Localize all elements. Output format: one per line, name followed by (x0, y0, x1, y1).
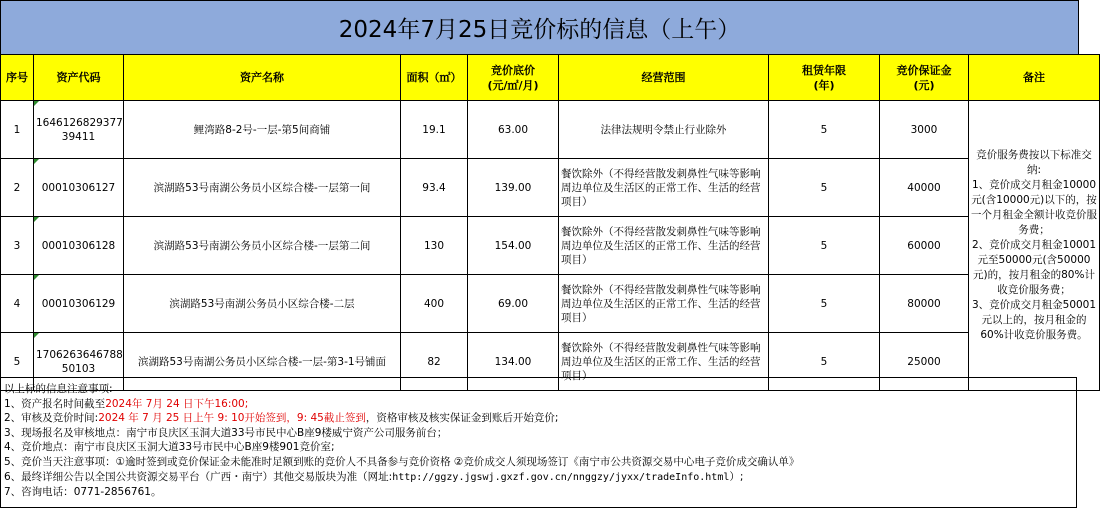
note-registration-place: 3、现场报名及审核地点：南宁市良庆区玉洞大道33号市民中心B座9楼威宁资产公司服务前台； (4, 426, 448, 439)
announcement-url: http://ggzy.jgswj.gxzf.gov.cn/nnggzy/jyxx/tradeInfo.html (392, 471, 730, 483)
cell-area: 82 (401, 333, 468, 391)
note-contact (4, 485, 1073, 500)
note-text: ，资格审核及核实保证金到账后开始竞价; (365, 412, 559, 425)
cell-no: 1 (1, 101, 34, 159)
notes-intro: 以上标的信息注意事项: (4, 383, 113, 395)
cell-name: 鲤湾路8-2号-一层-第5间商铺 (124, 101, 401, 159)
note-highlight: 2024 年 7 月 25 日上午 9: 10开始签到，9: 45截止签到 (98, 412, 366, 425)
cell-area: 93.4 (401, 159, 468, 217)
cell-name: 滨湖路53号南湖公务员小区综合楼-一层-第3-1号铺面 (124, 333, 401, 391)
header-code: 资产代码 (34, 55, 124, 101)
cell-price: 63.00 (468, 101, 559, 159)
note-bidding-place: 4、竞价地点：南宁市良庆区玉洞大道33号市民中心B座9楼901竞价室; (4, 441, 335, 454)
note-highlight: 2024年 7月 24 日下午16:00; (105, 397, 249, 410)
cell-code: 00010306129 (34, 275, 124, 333)
note-announcement (4, 470, 1073, 486)
cell-code: 00010306127 (34, 159, 124, 217)
cell-name: 滨湖路53号南湖公务员小区综合楼-一层第二间 (124, 217, 401, 275)
cell-deposit: 25000 (880, 333, 969, 391)
header-row (1, 55, 1100, 101)
cell-area: 130 (401, 217, 468, 275)
contact-phone: 0771-2856761 (73, 486, 151, 499)
table-row (1, 275, 1100, 333)
header-name: 资产名称 (124, 55, 401, 101)
cell-area: 19.1 (401, 101, 468, 159)
cell-price: 69.00 (468, 275, 559, 333)
note-text: 6、最终详细公告以全国公共资源交易平台（广西・南宁）其他交易版块为准（网址: (4, 470, 393, 483)
cell-no: 5 (1, 333, 34, 391)
cell-years: 5 (769, 217, 880, 275)
header-scope: 经营范围 (559, 55, 769, 101)
cell-deposit: 60000 (880, 217, 969, 275)
notes-section (0, 377, 1077, 508)
note-text: 1、资产报名时间截至 (4, 397, 106, 410)
cell-code: 1646126829377 39411 (34, 101, 124, 159)
header-deposit: 竞价保证金 (元) (880, 55, 969, 101)
note-attention: 5、竞价当天注意事项：①逾时签到或竞价保证金未能准时足额到账的竞价人不具备参与竞价资格 ②竞价成交人须现场签订《南宁市公共资源交易中心电子竞价成交确认单》 (4, 455, 800, 468)
cell-years: 5 (769, 275, 880, 333)
page-title: 2024年7月25日竞价标的信息（上午） (0, 0, 1079, 55)
cell-price: 139.00 (468, 159, 559, 217)
cell-scope: 餐饮除外（不得经营散发刺鼻性气味等影响周边单位及生活区的正常工作、生活的经营项目） (559, 333, 769, 391)
cell-years: 5 (769, 333, 880, 391)
cell-name: 滨湖路53号南湖公务员小区综合楼-一层第一间 (124, 159, 401, 217)
note-text: 7、咨询电话： (4, 486, 74, 499)
note-text: 。 (150, 486, 162, 499)
cell-remark: 竞价服务费按以下标准交纳: 1、竞价成交月租金10000元(含10000元)以下的，按一个月租金全额计收竞价服务费； 2、竞价成交月租金10001元至50000元(含50000元)的，按月租金的80%计收竞价服务费； 3、竞价成交月租金50001元以上的，按月租金的60%计收竞价服务费。 (969, 101, 1100, 391)
cell-no: 3 (1, 217, 34, 275)
header-no: 序号 (1, 55, 34, 101)
cell-area: 400 (401, 275, 468, 333)
cell-name: 滨湖路53号南湖公务员小区综合楼-二层 (124, 275, 401, 333)
header-price: 竞价底价 (元/㎡/月) (468, 55, 559, 101)
cell-scope: 餐饮除外（不得经营散发刺鼻性气味等影响周边单位及生活区的正常工作、生活的经营项目） (559, 217, 769, 275)
note-text: ）; (729, 470, 744, 483)
cell-price: 134.00 (468, 333, 559, 391)
cell-no: 2 (1, 159, 34, 217)
cell-years: 5 (769, 159, 880, 217)
cell-price: 154.00 (468, 217, 559, 275)
cell-deposit: 80000 (880, 275, 969, 333)
cell-scope: 法律法规明令禁止行业除外 (559, 101, 769, 159)
header-area: 面积（㎡） (401, 55, 468, 101)
cell-deposit: 40000 (880, 159, 969, 217)
header-remark: 备注 (969, 55, 1100, 101)
asset-table (0, 54, 1100, 391)
table-row (1, 101, 1100, 159)
note-deadline (4, 397, 1073, 412)
cell-code: 1706263646788 50103 (34, 333, 124, 391)
cell-deposit: 3000 (880, 101, 969, 159)
cell-no: 4 (1, 275, 34, 333)
note-text: 2、审核及竞价时间: (4, 412, 99, 425)
cell-scope: 餐饮除外（不得经营散发刺鼻性气味等影响周边单位及生活区的正常工作、生活的经营项目） (559, 275, 769, 333)
cell-code: 00010306128 (34, 217, 124, 275)
note-bidding-time (4, 411, 1073, 426)
table-row (1, 217, 1100, 275)
table-row (1, 159, 1100, 217)
cell-years: 5 (769, 101, 880, 159)
header-years: 租赁年限 (年) (769, 55, 880, 101)
cell-scope: 餐饮除外（不得经营散发刺鼻性气味等影响周边单位及生活区的正常工作、生活的经营项目） (559, 159, 769, 217)
